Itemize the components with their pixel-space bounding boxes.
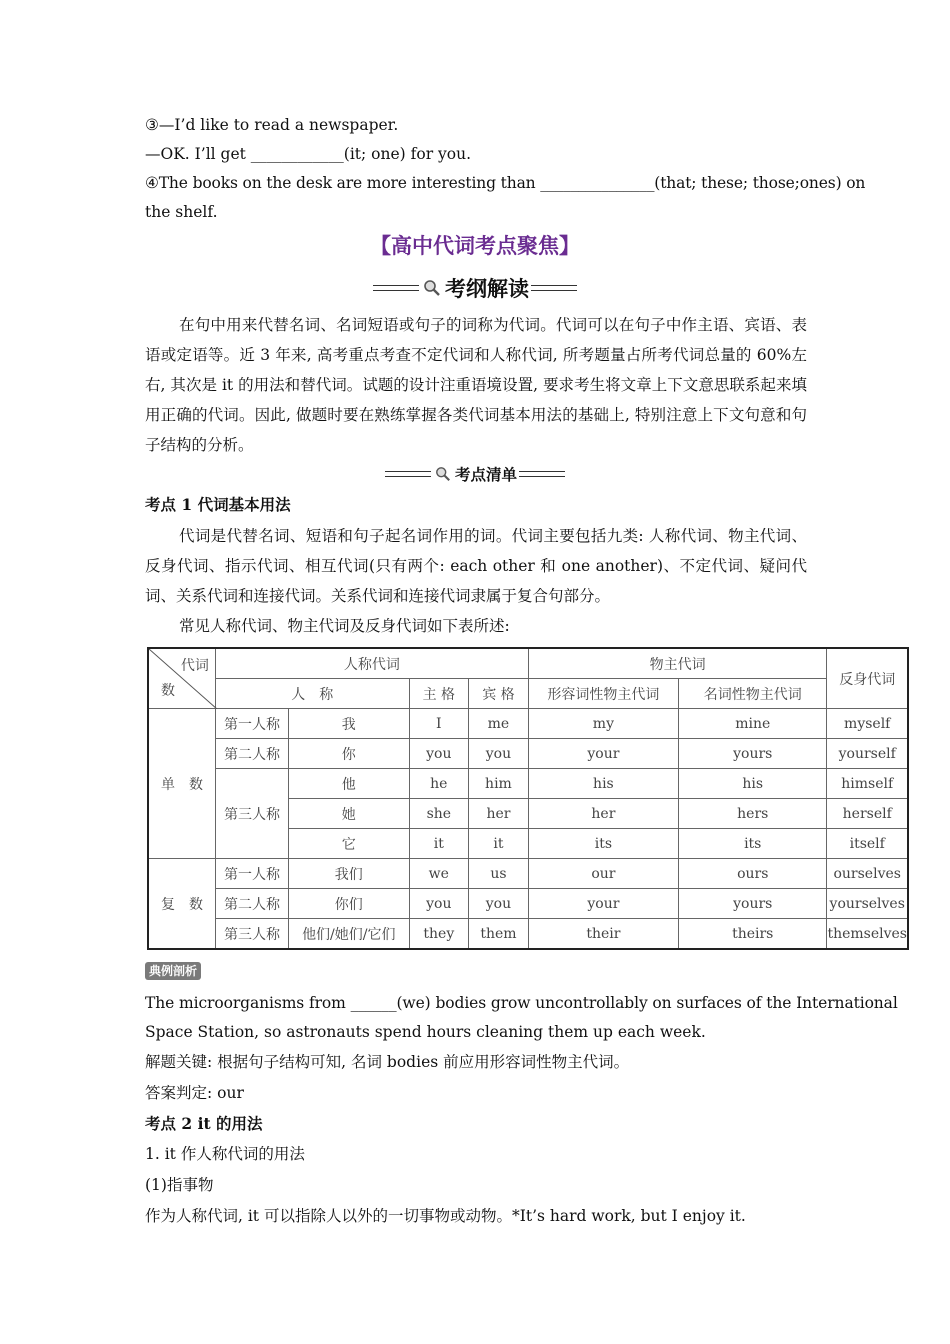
header-personal: 人称代词 <box>215 648 528 679</box>
table-cell: its <box>679 829 827 859</box>
table-cell: you <box>409 889 469 919</box>
table-cell: 它 <box>289 829 409 859</box>
point2-text: 作为人称代词, it 可以指除人以外的一切事物或动物。*It’s hard work, but I enjoy it. <box>145 1207 746 1225</box>
example-key: 解题关键: 根据句子结构可知, 名词 bodies 前应用形容词性物主代词。 <box>145 1053 630 1071</box>
table-cell: her <box>528 799 678 829</box>
person-label: 第三人称 <box>215 919 288 950</box>
header-adj-possessive: 形容词性物主代词 <box>528 679 678 709</box>
exercise-q4-line2: the shelf. <box>145 203 218 221</box>
table-cell: 他 <box>289 769 409 799</box>
table-cell: itself <box>827 829 908 859</box>
table-cell: me <box>469 709 529 739</box>
table-cell: I <box>409 709 469 739</box>
table-cell: yours <box>679 739 827 769</box>
table-cell: she <box>409 799 469 829</box>
table-cell: them <box>469 919 529 950</box>
example-badge: 典例剖析 <box>145 962 201 980</box>
table-cell: they <box>409 919 469 950</box>
table-cell: your <box>528 739 678 769</box>
example-line1: The microorganisms from ______(we) bodies grow uncontrollably on surfaces of the International <box>145 994 898 1012</box>
table-cell: themselves <box>827 919 908 950</box>
section-syllabus-label: 考纲解读 <box>445 276 529 301</box>
table-cell: we <box>409 859 469 889</box>
table-cell: hers <box>679 799 827 829</box>
table-cell: himself <box>827 769 908 799</box>
table-cell: it <box>409 829 469 859</box>
exercise-q4-line1: ④The books on the desk are more interesting than _______________(that; these; those;ones) on <box>145 174 866 192</box>
point2-sub1: 1. it 作人称代词的用法 <box>145 1145 305 1163</box>
point2-heading: 考点 2 it 的用法 <box>145 1114 263 1133</box>
table-corner-cell <box>148 648 215 709</box>
table-cell: 我 <box>289 709 409 739</box>
point1-heading: 考点 1 代词基本用法 <box>145 495 291 514</box>
pronoun-table <box>147 647 909 950</box>
table-cell: her <box>469 799 529 829</box>
table-cell: theirs <box>679 919 827 950</box>
table-cell: you <box>469 739 529 769</box>
table-cell: its <box>528 829 678 859</box>
section-syllabus <box>0 272 950 304</box>
divider-left <box>385 471 431 477</box>
table-cell: my <box>528 709 678 739</box>
page-title: 【高中代词考点聚焦】 <box>370 233 580 258</box>
divider-right <box>531 285 577 291</box>
person-label: 第二人称 <box>215 739 288 769</box>
exercise-q3-line2: —OK. I’ll get ____________(it; one) for you. <box>145 145 472 163</box>
header-noun-possessive: 名词性物主代词 <box>679 679 827 709</box>
point1-paragraph: 代词是代替名词、短语和句子起名词作用的词。代词主要包括九类: 人称代词、物主代词、反身代词、指示代词、相互代词(只有两个: each other 和 one another)、不定代词、疑问代词、关系代词和连接代词。关系代词和连接代词隶属于复合句部分。 <box>145 527 807 605</box>
section-checklist <box>0 462 950 486</box>
divider-left <box>373 285 419 291</box>
table-cell: mine <box>679 709 827 739</box>
section-checklist-label: 考点清单 <box>454 465 517 484</box>
magnifier-icon <box>435 466 451 482</box>
table-cell: us <box>469 859 529 889</box>
table-cell: he <box>409 769 469 799</box>
table-cell: his <box>679 769 827 799</box>
corner-top-label: 代词 <box>180 658 209 674</box>
example-line2: Space Station, so astronauts spend hours cleaning them up each week. <box>145 1023 706 1041</box>
divider-right <box>519 471 565 477</box>
header-object: 宾 格 <box>469 679 529 709</box>
person-label: 第一人称 <box>215 859 288 889</box>
row-group-singular: 单 数 <box>148 709 215 859</box>
table-cell: him <box>469 769 529 799</box>
example-answer: 答案判定: our <box>145 1084 244 1102</box>
table-cell: your <box>528 889 678 919</box>
table-cell: ourselves <box>827 859 908 889</box>
table-cell: 你 <box>289 739 409 769</box>
header-person: 人 称 <box>215 679 409 709</box>
magnifier-icon <box>423 279 441 297</box>
table-cell: his <box>528 769 678 799</box>
header-subject: 主 格 <box>409 679 469 709</box>
table-cell: myself <box>827 709 908 739</box>
table-cell: yourself <box>827 739 908 769</box>
table-cell: it <box>469 829 529 859</box>
table-cell: you <box>409 739 469 769</box>
header-reflexive: 反身代词 <box>827 648 908 709</box>
table-cell: their <box>528 919 678 950</box>
corner-bottom-label: 数 <box>161 683 175 699</box>
table-cell: you <box>469 889 529 919</box>
table-cell: 他们/她们/它们 <box>289 919 409 950</box>
exercise-q3-line1: ③—I’d like to read a newspaper. <box>145 116 399 134</box>
point2-sub2: (1)指事物 <box>145 1176 214 1194</box>
person-label: 第一人称 <box>215 709 288 739</box>
person-label: 第三人称 <box>215 769 288 859</box>
table-cell: 她 <box>289 799 409 829</box>
row-group-plural: 复 数 <box>148 859 215 950</box>
table-cell: yours <box>679 889 827 919</box>
table-cell: ours <box>679 859 827 889</box>
table-cell: 我们 <box>289 859 409 889</box>
intro-paragraph: 在句中用来代替名词、名词短语或句子的词称为代词。代词可以在句子中作主语、宾语、表语或定语等。近 3 年来, 高考重点考查不定代词和人称代词, 所考题量占所考代词总量的 60%左右, 其次是 it 的用法和替代词。试题的设计注重语境设置, 要求考生将文章上下文意思联系起来填用正确的代词。因此, 做题时要在熟练掌握各类代词基本用法的基础上, 特别注意上下文句意和句子结构的分析。 <box>145 316 807 454</box>
table-cell: our <box>528 859 678 889</box>
table-intro: 常见人称代词、物主代词及反身代词如下表所述: <box>179 617 510 635</box>
table-cell: herself <box>827 799 908 829</box>
table-cell: yourselves <box>827 889 908 919</box>
table-cell: 你们 <box>289 889 409 919</box>
person-label: 第二人称 <box>215 889 288 919</box>
header-possessive: 物主代词 <box>528 648 827 679</box>
